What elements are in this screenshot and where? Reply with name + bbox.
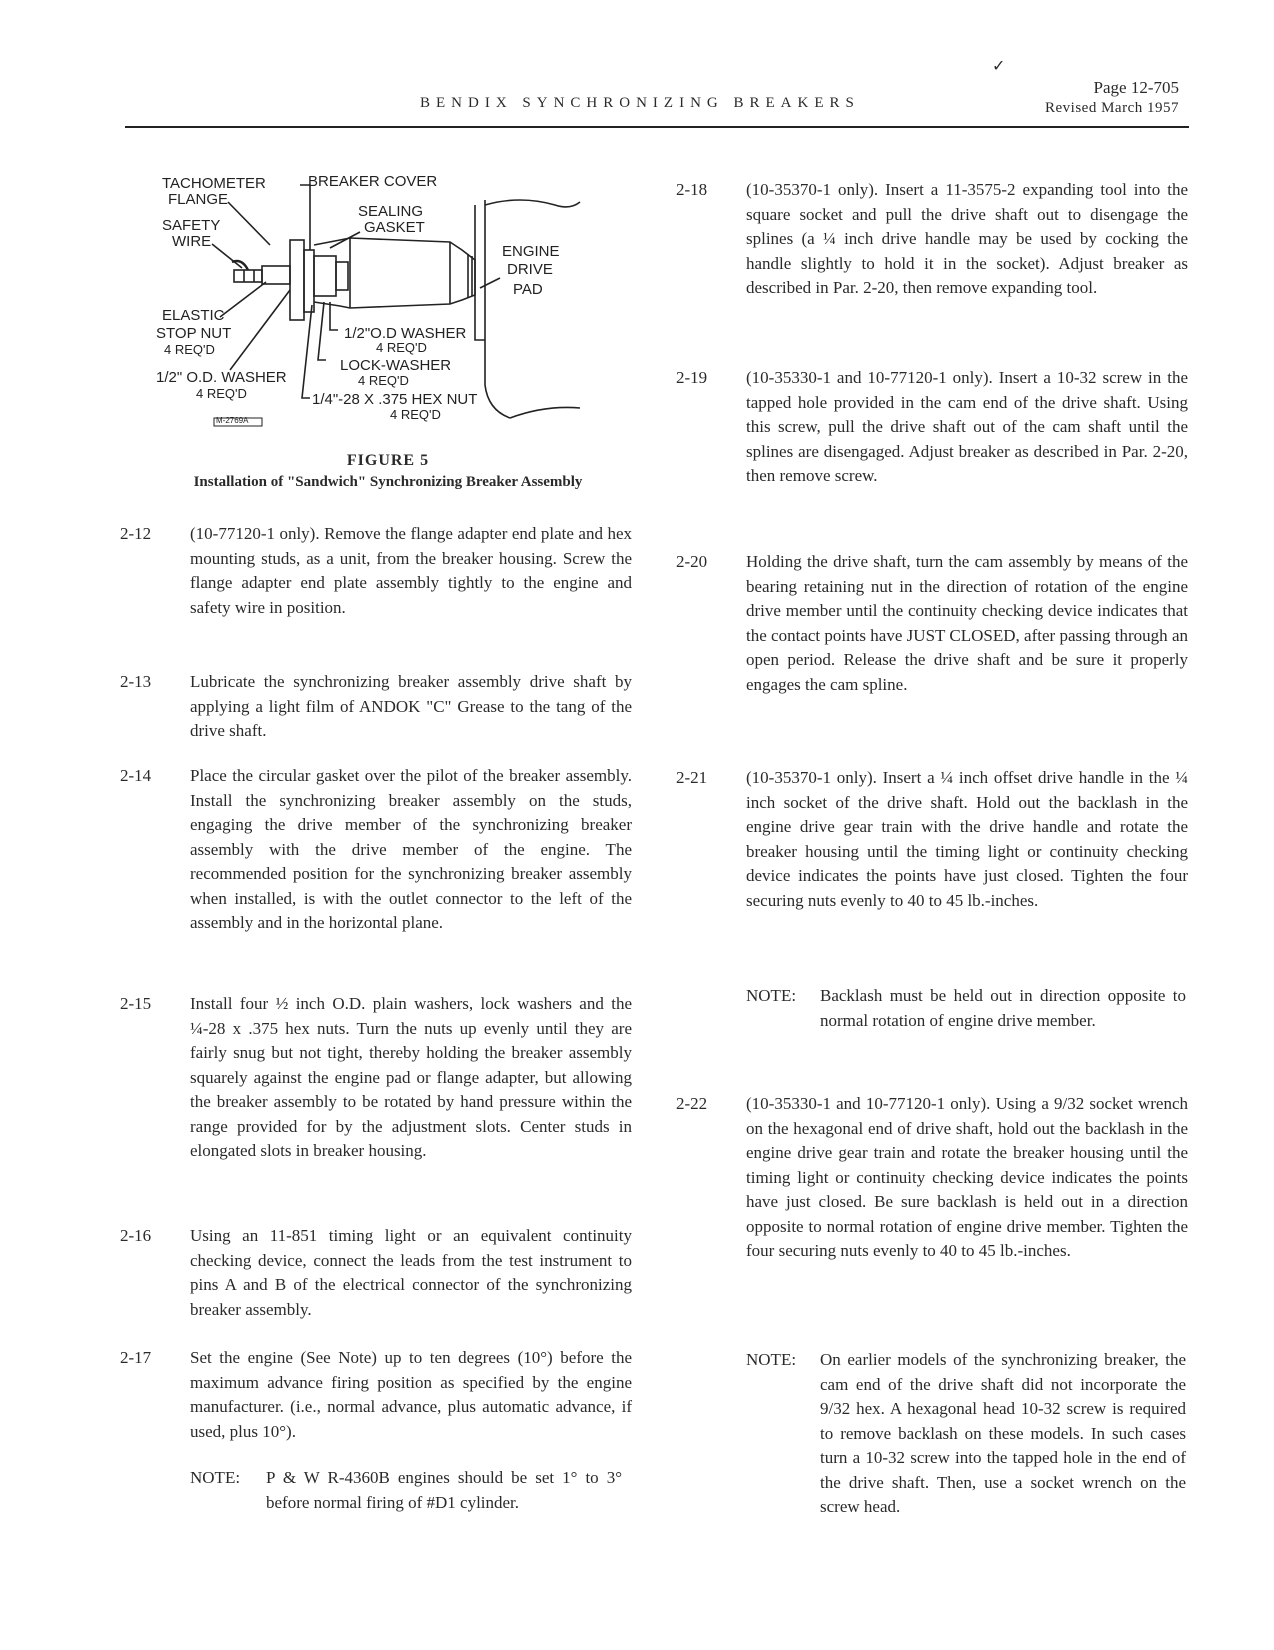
paragraph-text: Using an 11-851 timing light or an equivalent continuity checking device, connect the leads from the test instrument to pins A and B of the electrical connector of the synchronizing breaker assembly. [190,1226,632,1319]
paragraph-text: (10-35370-1 only). Insert a ¼ inch offset drive handle in the ¼ inch socket of the drive shaft. Hold out the backlash in the engine drive gear train with the drive handle and rotate the breaker housing until the timing light or continuity checking device indicates the points have just closed. Tighten the four securing nuts evenly to 40 to 45 lb.-inches. [746,768,1188,910]
label-engine: ENGINE [502,243,560,260]
figure-caption: Installation of "Sandwich" Synchronizing Breaker Assembly [193,474,583,490]
paragraph-number: 2-19 [676,368,708,387]
label-wire: WIRE [172,233,212,250]
label-lock-washer-qty: 4 REQ'D [358,373,409,388]
note-text: P & W R-4360B engines should be set 1° to 3° before normal firing of #D1 cylinder. [266,1468,622,1512]
paragraph-number: 2-17 [120,1348,152,1367]
label-washer-left-qty: 4 REQ'D [196,386,247,401]
paragraph-number: 2-20 [676,552,708,571]
label-pad: PAD [513,281,543,298]
header-rule [125,126,1189,128]
note-label: NOTE: [190,1468,241,1487]
note-text: Backlash must be held out in direction opposite to normal rotation of engine drive member. [820,986,1186,1030]
label-flange: FLANGE [168,191,229,208]
paragraph-number: 2-14 [120,766,152,785]
paragraph-text: Lubricate the synchronizing breaker assembly drive shaft by applying a light film of ANDOK "C" Grease to the tang of the drive shaft. [190,672,632,740]
note-label: NOTE: [746,1350,797,1369]
label-safety: SAFETY [162,217,221,234]
page-header-title: BENDIX SYNCHRONIZING BREAKERS [420,95,860,111]
label-elastic: ELASTIC [162,307,225,324]
check-mark: ✓ [992,58,1006,75]
page-number: Page 12-705 [1093,78,1179,97]
note-label: NOTE: [746,986,797,1005]
label-washer-left: 1/2" O.D. WASHER [156,369,287,386]
paragraph-text: (10-77120-1 only). Remove the flange adapter end plate and hex mounting studs, as a unit, from the breaker housing. Screw the flange adapter end plate assembly tightly to the engine and safety wire in position. [190,524,632,617]
figure-number: FIGURE 5 [346,452,430,469]
label-tachometer: TACHOMETER [162,175,266,192]
label-hex-nut: 1/4"-28 X .375 HEX NUT [312,391,478,408]
paragraph-text: (10-35330-1 and 10-77120-1 only). Using a 9/32 socket wrench on the hexagonal end of drive shaft, hold out the backlash in the engine drive gear train and rotate the breaker housing until the timing light or continuity checking device indicates the points have just closed. Be sure backlash is held out in a direction opposite to normal rotation of engine drive member. Tighten the four securing nuts evenly to 40 to 45 lb.-inches. [746,1094,1188,1260]
label-washer-small-qty: 4 REQ'D [376,340,427,355]
note-text: On earlier models of the synchronizing breaker, the cam end of the drive shaft did not incorporate the 9/32 hex. A hexagonal head 10-32 screw is required to remove backlash on these models. In such cases turn a 10-32 screw into the tapped hole in the end of the drive shaft. Then, use a socket wrench on the screw head. [820,1350,1186,1516]
paragraph-number: 2-13 [120,672,152,691]
paragraph-number: 2-18 [676,180,708,199]
page-number-block [1045,78,1179,118]
paragraph-text: Set the engine (See Note) up to ten degrees (10°) before the maximum advance firing position as specified by the engine manufacturer. (i.e., normal advance, plus automatic advance, if used, plus 10°). [190,1348,632,1441]
label-drive: DRIVE [507,261,553,278]
label-sealing: SEALING [358,203,424,220]
label-gasket: GASKET [364,219,425,236]
paragraph-text: Place the circular gasket over the pilot of the breaker assembly. Install the synchronizing breaker assembly on the studs, engaging the drive member of the synchronizing breaker assembly with the drive member of the engine. The recommended position for the synchronizing breaker assembly when installed, is with the outlet connector to the left of the assembly and in the horizontal plane. [190,766,632,932]
revision-date: Revised March 1957 [1045,100,1179,116]
paragraph-text: Holding the drive shaft, turn the cam assembly by means of the bearing retaining nut in the direction of rotation of the engine drive member until the continuity checking device indicates that the contact points have JUST CLOSED, after passing through an open period. Release the drive shaft and be sure it properly engages the cam spline. [746,552,1188,694]
label-drawing-number: M-2769A [216,416,249,425]
label-lock-washer: LOCK-WASHER [340,357,452,374]
figure-5-drawing [150,170,630,450]
paragraph-number: 2-12 [120,524,152,543]
paragraph-text: (10-35330-1 and 10-77120-1 only). Insert a 10-32 screw in the tapped hole provided in the cam end of the drive shaft. Using this screw, pull the drive shaft out of the cam shaft until the splines are disengaged. Adjust breaker as described in Par. 2-20, then remove screw. [746,368,1188,485]
label-breaker-cover: BREAKER COVER [308,173,438,190]
label-stop-nut-qty: 4 REQ'D [164,342,215,357]
paragraph-text: (10-35370-1 only). Insert a 11-3575-2 expanding tool into the square socket and pull the drive shaft out to disengage the splines (a ¼ inch drive handle may be used by cocking the handle slightly to hold it in the socket). Adjust breaker as described in Par. 2-20, then remove expanding tool. [746,180,1188,297]
label-hex-nut-qty: 4 REQ'D [390,407,441,422]
label-washer-small: 1/2"O.D WASHER [344,325,467,342]
paragraph-number: 2-21 [676,768,708,787]
paragraph-number: 2-22 [676,1094,708,1113]
paragraph-number: 2-15 [120,994,152,1013]
label-stop-nut: STOP NUT [156,325,232,342]
paragraph-text: Install four ½ inch O.D. plain washers, lock washers and the ¼-28 x .375 hex nuts. Turn the nuts up evenly until they are fairly snug but not tight, thereby holding the breaker assembly squarely against the engine pad or flange adapter, but allowing the breaker assembly to be rotated by hand pressure within the range provided for by the adjustment slots. Center studs in elongated slots in breaker housing. [190,994,632,1160]
paragraph-number: 2-16 [120,1226,152,1245]
